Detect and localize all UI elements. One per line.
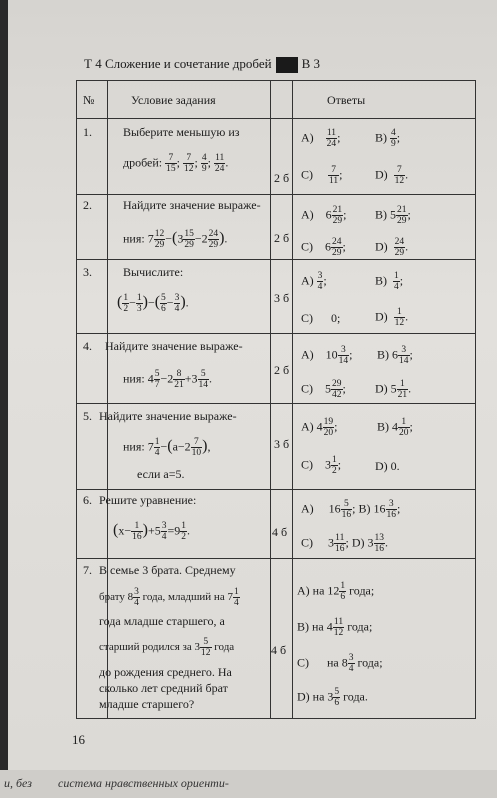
next-page-strip (0, 770, 497, 798)
answer-option: С) 5 $\frac{29}{42}$ ; (301, 379, 346, 400)
left-edge (0, 0, 8, 798)
task-text: ния: 7 $\frac{12}{29}$ −(3 $\frac{15}{29}$ −2 $\frac{24}{29}$ ). (123, 229, 228, 250)
task-number: 7. (83, 563, 92, 577)
task-text: Найдите значение выраже- (105, 339, 243, 353)
task-text: брату 8 $\frac{3}{4}$ года, младший на 7 $\frac{1}{4}$ (99, 587, 239, 608)
answer-option: А) $\frac{11}{24}$ ; (301, 128, 341, 149)
task-text: Выберите меньшую из (123, 125, 240, 139)
answer-option: В) 6 $\frac{3}{14}$ ; (377, 345, 413, 366)
answer-option: В) $\frac{1}{4}$ ; (375, 271, 404, 292)
worksheet-title: Т 4 Сложение и сочетание дробей (84, 56, 272, 71)
bottom-fragment: системa нравственных ориенти- (58, 776, 229, 790)
task-text: до рождения среднего. На (99, 665, 232, 679)
answer-option: С) $\frac{7}{11}$ ; (301, 165, 343, 186)
redaction-box (276, 57, 298, 73)
task-number: 2. (83, 198, 92, 212)
answer-option: А) на 12 $\frac{1}{6}$ года; (297, 581, 375, 602)
answer-option: D) $\frac{1}{12}$ . (375, 307, 409, 328)
answer-option: А) 6 $\frac{21}{29}$ ; (301, 205, 347, 226)
task-text: (x− $\frac{1}{16}$ )+5 $\frac{3}{4}$ =9 $\frac{1}{2}$ . (113, 521, 190, 542)
task-text: Вычислите: (123, 265, 184, 279)
task-text: старший родился за 3 $\frac{5}{12}$ года (99, 637, 235, 658)
answer-option: А) $\frac{3}{4}$ ; (301, 271, 327, 292)
answer-option: В) $\frac{4}{9}$ ; (375, 128, 401, 149)
task-text: ния: 7 $\frac{1}{4}$ −(a−2 $\frac{7}{10}$ ), (123, 437, 211, 458)
task-text: года младше старшего, а (99, 614, 225, 628)
answer-option: А) 4 $\frac{19}{20}$ ; (301, 417, 338, 438)
task-number: 3. (83, 265, 92, 279)
task-points: 4 б (272, 525, 288, 539)
worksheet-header (84, 56, 320, 73)
variant-label: В 3 (301, 56, 320, 71)
answer-option: В) 4 $\frac{1}{20}$ ; (377, 417, 413, 438)
column-header-answers: Ответы (327, 93, 366, 107)
answer-option: D) 5 $\frac{1}{21}$ . (375, 379, 412, 400)
task-text: если a=5. (137, 467, 185, 481)
task-number: 6. (83, 493, 92, 507)
column-header-condition: Условие задания (131, 93, 216, 107)
answer-option: В) 5 $\frac{21}{29}$ ; (375, 205, 411, 226)
worksheet-page (8, 0, 497, 770)
task-text: Найдите значение выраже- (99, 409, 237, 423)
answer-option: D) $\frac{24}{29}$ . (375, 237, 409, 258)
answer-option: D) на 3 $\frac{5}{6}$ года. (297, 687, 368, 708)
answer-option: В) на 4 $\frac{11}{12}$ года; (297, 617, 373, 638)
task-points: 3 б (274, 291, 290, 305)
answer-option: А) 16 $\frac{5}{16}$ ; В) 16 $\frac{3}{16}$ ; (301, 499, 401, 520)
answer-option: С) на 8 $\frac{3}{4}$ года; (297, 653, 383, 674)
answer-option: С) 3 $\frac{1}{2}$ ; (301, 455, 342, 476)
bottom-fragment-left: и, без (4, 776, 32, 790)
task-number: 5. (83, 409, 92, 423)
answer-option: А) 10 $\frac{3}{14}$ ; (301, 345, 353, 366)
answer-option: С) 6 $\frac{24}{29}$ ; (301, 237, 346, 258)
column-header-num: № (83, 93, 95, 107)
task-text: В семье 3 брата. Среднему (99, 563, 236, 577)
task-text: сколько лет средний брат (99, 681, 228, 695)
answer-option: С) 3 $\frac{11}{16}$ ; D) 3 $\frac{13}{16}$ . (301, 533, 388, 554)
task-number: 1. (83, 125, 92, 139)
task-text: Решите уравнение: (99, 493, 197, 507)
task-text: ния: 4 $\frac{5}{7}$ −2 $\frac{8}{21}$ +3 $\frac{5}{14}$ . (123, 369, 213, 390)
tasks-table (76, 80, 476, 719)
task-text: Найдите значение выраже- (123, 198, 261, 212)
page-number: 16 (72, 732, 85, 747)
task-text: ( $\frac{1}{2}$ − $\frac{1}{3}$ )−( $\frac{5}{6}$ − $\frac{3}{4}$ ). (117, 293, 189, 314)
task-points: 3 б (274, 437, 290, 451)
answer-option: D) $\frac{7}{12}$ . (375, 165, 409, 186)
task-points: 2 б (274, 231, 290, 245)
answer-option: С) 0; (301, 311, 341, 325)
task-text: младше старшего? (99, 697, 195, 711)
task-text: дробей: $\frac{7}{15}$ ; $\frac{7}{12}$ ; $\frac{4}{9}$ ; $\frac{11}{24}$ . (123, 153, 229, 174)
task-points: 2 б (274, 363, 290, 377)
task-number: 4. (83, 339, 92, 353)
task-points: 4 б (271, 643, 287, 657)
task-points: 2 б (274, 171, 290, 185)
answer-option: D) 0. (375, 459, 400, 473)
